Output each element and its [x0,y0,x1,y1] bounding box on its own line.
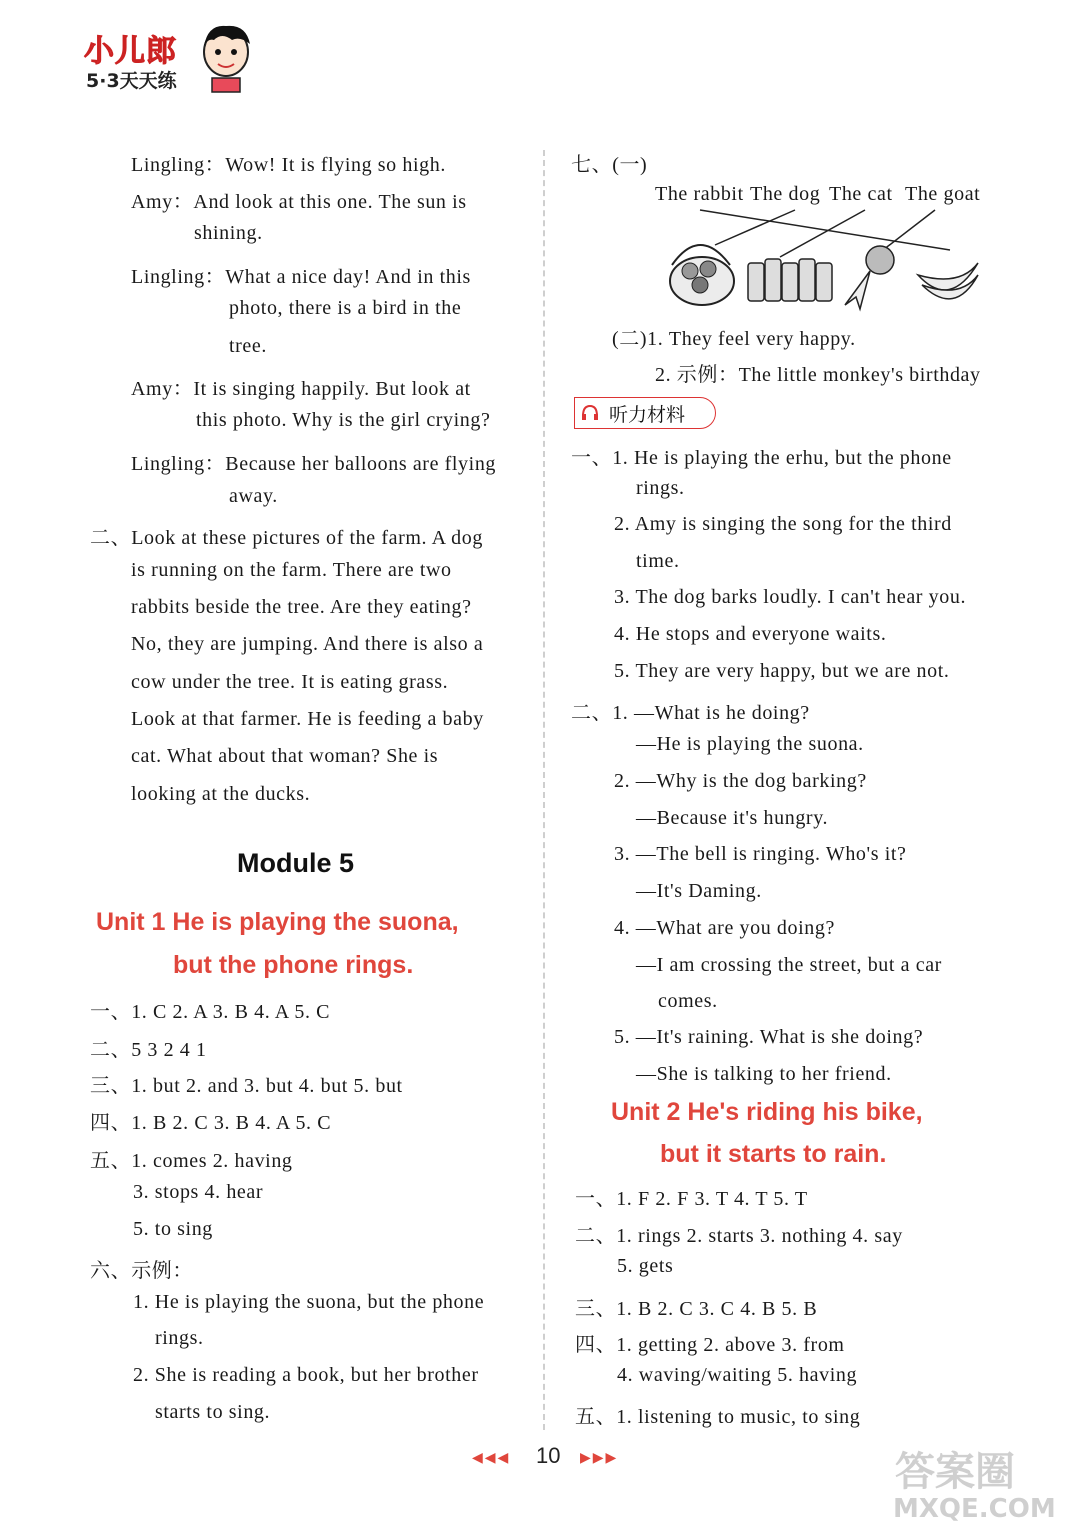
listening-line: 3. —The bell is ringing. Who's it? [614,843,907,865]
watermark-url: MXQE.COM [893,1494,1056,1524]
listening-line: —It's Daming. [636,880,762,902]
answer-line: 2. 示例：The little monkey's birthday [655,364,981,386]
answer-line: 二、1. rings 2. starts 3. nothing 4. say [575,1225,903,1247]
answer-line: starts to sing. [155,1401,271,1423]
answer-line: 四、1. getting 2. above 3. from [575,1334,845,1356]
answer-line: 1. He is playing the suona, but the phone [133,1291,485,1313]
answer-line: 五、1. listening to music, to sing [575,1406,861,1428]
bottles-icon [748,259,832,301]
answer-line: 5. gets [617,1255,674,1277]
text-line: cow under the tree. It is eating grass. [131,671,449,693]
answer-line: (二)1. They feel very happy. [612,328,856,350]
listening-line: 4. He stops and everyone waits. [614,623,887,645]
answer-line: 五、1. comes 2. having [90,1150,293,1172]
answer-line: 4. waving/waiting 5. having [617,1364,858,1386]
text-line: rabbits beside the tree. Are they eating? [131,596,472,618]
text-line: cat. What about that woman? She is [131,745,439,767]
answer-line: 一、1. F 2. F 3. T 4. T 5. T [575,1188,808,1210]
answer-line: 2. She is reading a book, but her brother [133,1364,479,1386]
text-line: 二、Look at these pictures of the farm. A dog [90,527,483,549]
listening-line: 4. —What are you doing? [614,917,835,939]
listening-line: time. [636,550,680,572]
text-line: Lingling：Wow! It is flying so high. [131,154,446,176]
text-line: away. [229,485,278,507]
text-line: shining. [194,222,263,244]
answer-line: 四、1. B 2. C 3. B 4. A 5. C [90,1112,332,1134]
answer-line: 二、5 3 2 4 1 [90,1039,207,1061]
column-divider [543,150,545,1430]
listening-line: 2. —Why is the dog barking? [614,770,867,792]
listening-line: —He is playing the suona. [636,733,864,755]
text-line: Lingling：Because her balloons are flying [131,453,497,475]
text-line: tree. [229,335,267,357]
cartoon-boy-icon [196,22,256,94]
listening-line: —Because it's hungry. [636,807,829,829]
animal-label: The dog [750,183,821,205]
text-line: looking at the ducks. [131,783,311,805]
headphones-icon [581,404,599,422]
text-line: is running on the farm. There are two [131,559,452,581]
answer-line: 3. stops 4. hear [133,1181,264,1203]
answer-line: 三、1. but 2. and 3. but 4. but 5. but [90,1075,403,1097]
listening-line: 二、1. —What is he doing? [571,702,810,724]
text-line: No, they are jumping. And there is also a [131,633,484,655]
bananas-icon [918,263,978,299]
logo-title: 小儿郎 [84,34,177,69]
animal-label: The cat [829,183,893,205]
listening-line: 一、1. He is playing the erhu, but the phone [571,447,952,469]
matching-pictures [660,205,990,315]
listening-tag [574,397,716,429]
listening-line: —I am crossing the street, but a car [636,954,942,976]
answer-line: 三、1. B 2. C 3. C 4. B 5. B [575,1298,818,1320]
answer-line: rings. [155,1327,204,1349]
basket-icon [670,245,734,305]
animal-label: The rabbit [655,183,744,205]
answer-line: 六、示例： [90,1260,193,1282]
answer-line: 5. to sing [133,1218,213,1240]
animal-label: The goat [905,183,981,205]
listening-line: comes. [658,990,718,1012]
listening-line: 5. They are very happy, but we are not. [614,660,950,682]
prev-arrows-icon: ◀◀◀ [472,1450,511,1466]
text-line: Look at that farmer. He is feeding a baby [131,708,484,730]
text-line: this photo. Why is the girl crying? [196,409,491,431]
q7-label: 七、(一) [571,154,648,176]
flowers-icon [845,246,894,309]
listening-line: 5. —It's raining. What is she doing? [614,1026,924,1048]
answer-line: 一、1. C 2. A 3. B 4. A 5. C [90,1001,331,1023]
logo [84,22,254,94]
unit2-heading-line2: but it starts to rain. [660,1140,887,1168]
unit2-heading-line1: Unit 2 He's riding his bike, [611,1098,923,1126]
unit1-heading-line2: but the phone rings. [173,951,414,979]
listening-line: 2. Amy is singing the song for the third [614,513,952,535]
unit1-heading-line1: Unit 1 He is playing the suona, [96,908,459,936]
listening-line: rings. [636,477,685,499]
text-line: Amy：It is singing happily. But look at [131,378,471,400]
page-number: 10 [536,1443,561,1468]
next-arrows-icon: ▶▶▶ [580,1450,619,1466]
text-line: photo, there is a bird in the [229,297,462,319]
logo-subtitle: 5·3天天练 [86,70,177,92]
listening-label: 听力材料 [609,405,686,426]
watermark-logo: 答案圈 [895,1449,1015,1495]
text-line: Amy：And look at this one. The sun is [131,191,467,213]
module-title: Module 5 [237,848,355,878]
listening-line: —She is talking to her friend. [636,1063,892,1085]
text-line: Lingling：What a nice day! And in this [131,266,471,288]
listening-line: 3. The dog barks loudly. I can't hear you. [614,586,967,608]
